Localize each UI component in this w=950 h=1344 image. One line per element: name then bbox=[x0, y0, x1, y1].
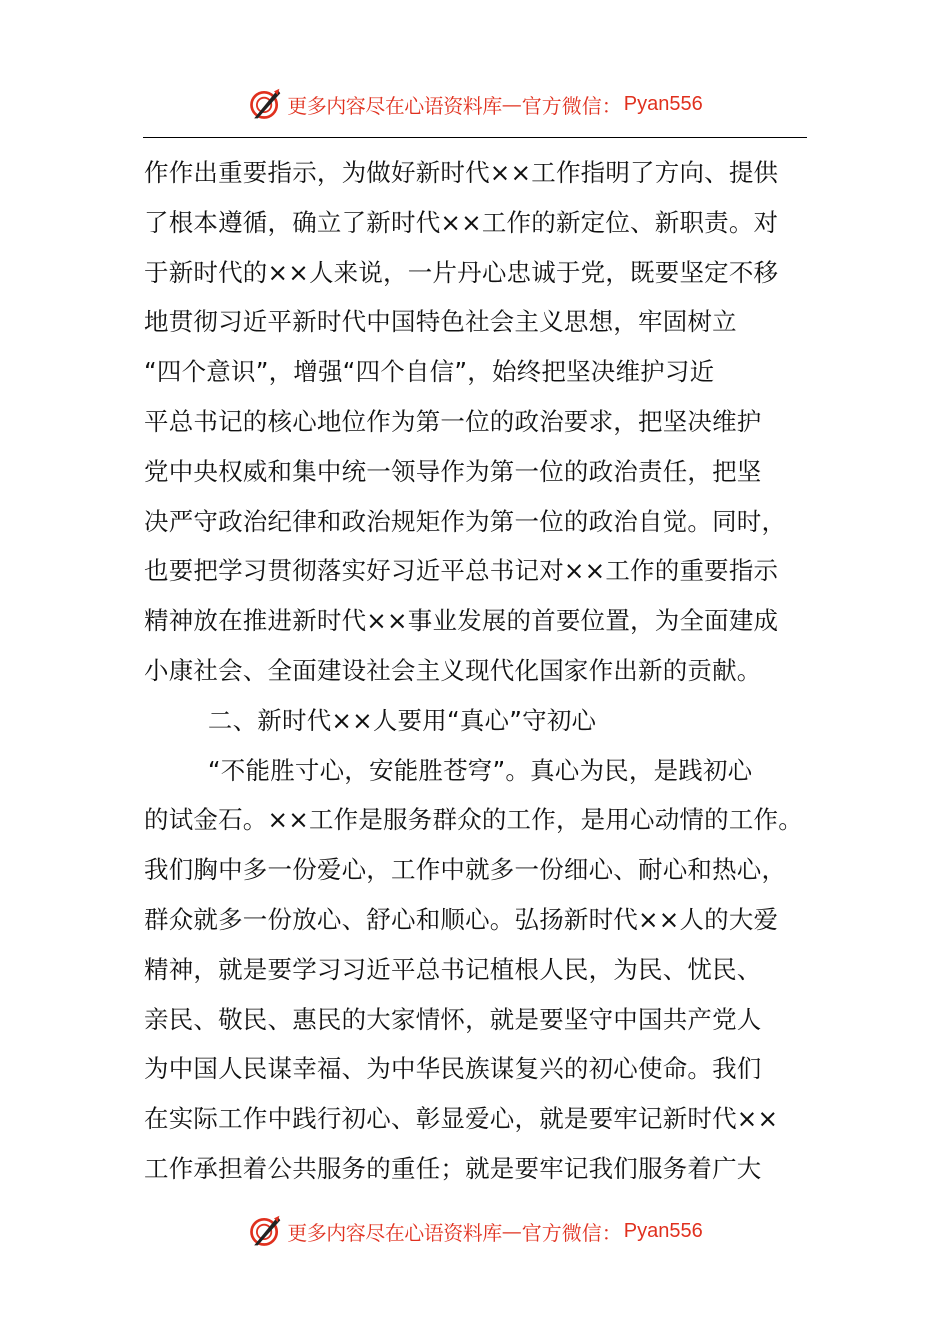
body-line: 作作出重要指示，为做好新时代××工作指明了方向、提供 bbox=[144, 158, 779, 187]
footer-watermark bbox=[0, 1211, 950, 1251]
body-line: 我们胸中多一份爱心，工作中就多一份细心、耐心和热心， bbox=[144, 855, 787, 885]
header-wechat-label: 官方微信： bbox=[521, 93, 622, 118]
section-heading: 二、新时代××人要用“真心”守初心 bbox=[144, 705, 597, 735]
header-separator: — bbox=[501, 92, 522, 116]
body-line: 决严守政治纪律和政治规矩作为第一位的政治自觉。同时， bbox=[144, 506, 787, 536]
body-line: 党中央权威和集中统一领导作为第一位的政治责任，把坚 bbox=[144, 456, 762, 486]
body-line: 于新时代的××人来说，一片丹心忠诚于党，既要坚定不移 bbox=[144, 257, 779, 287]
header-watermark bbox=[0, 84, 950, 124]
body-line: 地贯彻习近平新时代中国特色社会主义思想，牢固树立 bbox=[144, 307, 737, 337]
body-line: 亲民、敬民、惠民的大家情怀，就是要坚守中国共产党人 bbox=[144, 1004, 762, 1034]
footer-brand: 更多内容尽在心语资料库 bbox=[287, 1220, 502, 1245]
body-line: 精神放在推进新时代××事业发展的首要位置，为全面建成 bbox=[144, 606, 779, 636]
body-line: “四个意识”，增强“四个自信”，始终把坚决维护习近 bbox=[144, 357, 715, 387]
body-line: “不能胜寸心，安能胜苍穹”。真心为民，是践初心 bbox=[144, 755, 753, 785]
header-rule bbox=[143, 137, 807, 138]
body-line: 工作承担着公共服务的重任；就是要牢记我们服务着广大 bbox=[144, 1153, 762, 1183]
body-line: 了根本遵循，确立了新时代××工作的新定位、新职责。对 bbox=[144, 207, 779, 237]
document-body bbox=[144, 148, 824, 1194]
body-line: 的试金石。××工作是服务群众的工作，是用心动情的工作。 bbox=[144, 805, 803, 835]
body-line: 平总书记的核心地位作为第一位的政治要求，把坚决维护 bbox=[144, 406, 762, 436]
body-line: 小康社会、全面建设社会主义现代化国家作出新的贡献。 bbox=[144, 655, 762, 685]
body-line: 群众就多一份放心、舒心和顺心。弘扬新时代××人的大爱 bbox=[144, 904, 779, 934]
footer-account: Pyan556 bbox=[623, 1219, 703, 1242]
body-line: 精神，就是要学习习近平总书记植根人民，为民、忧民、 bbox=[144, 954, 762, 984]
quill-logo-icon bbox=[247, 86, 283, 122]
body-line: 为中国人民谋幸福、为中华民族谋复兴的初心使命。我们 bbox=[144, 1054, 762, 1084]
footer-wechat-label: 官方微信： bbox=[521, 1220, 622, 1245]
quill-logo-icon bbox=[247, 1213, 283, 1249]
footer-separator: — bbox=[501, 1219, 522, 1243]
body-line: 在实际工作中践行初心、彰显爱心，就是要牢记新时代×× bbox=[144, 1104, 779, 1134]
body-line: 也要把学习贯彻落实好习近平总书记对××工作的重要指示 bbox=[144, 556, 779, 586]
header-account: Pyan556 bbox=[623, 92, 703, 115]
header-brand: 更多内容尽在心语资料库 bbox=[287, 93, 502, 118]
